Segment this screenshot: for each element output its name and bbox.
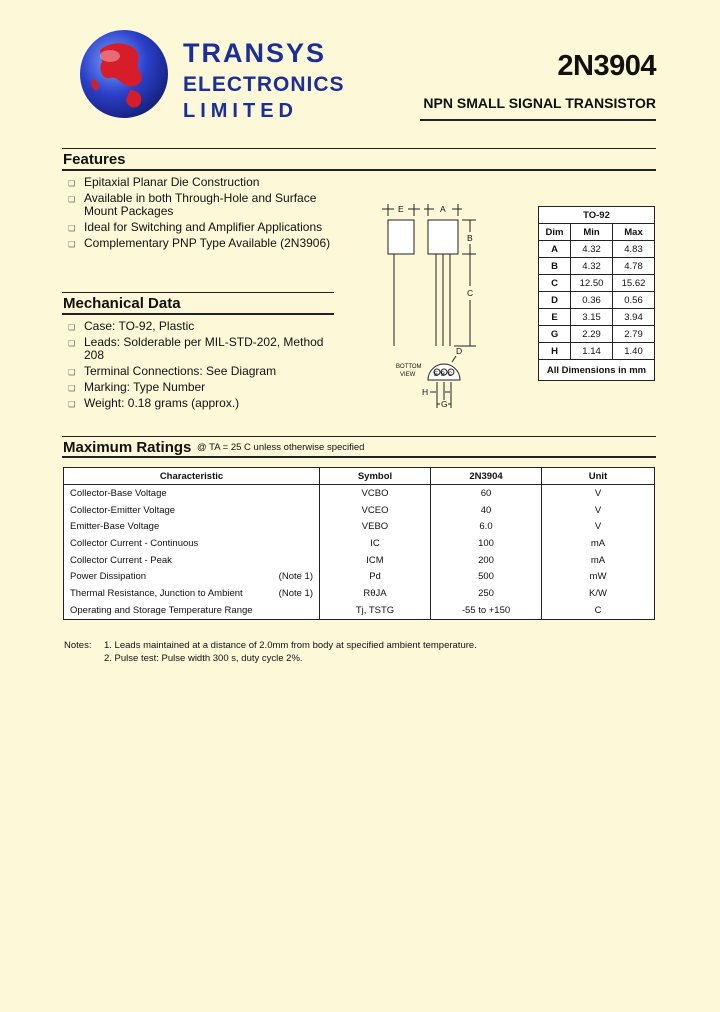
company-name-line-2: ELECTRONICS: [183, 73, 345, 96]
bullet-icon: ❑: [68, 339, 76, 348]
front-view-body: [428, 220, 458, 254]
part-number-title: 2N3904: [557, 50, 656, 82]
dim-label-h: H: [422, 387, 429, 397]
table-row: A 4.32 4.83: [539, 241, 655, 258]
dim-label-g: G: [441, 399, 448, 409]
table-row: G 2.29 2.79: [539, 326, 655, 343]
table-row: D 0.36 0.56: [539, 292, 655, 309]
table-row: C 12.50 15.62: [539, 275, 655, 292]
notes-label: Notes:: [64, 640, 92, 651]
dimensions-footer: All Dimensions in mm: [539, 360, 655, 381]
ratings-top-rule: [62, 436, 656, 437]
bullet-icon: ❑: [68, 195, 76, 204]
bottom-view-caption: BOTTOM: [396, 364, 422, 370]
ratings-bottom-rule: [62, 456, 656, 458]
list-item: ❑ Ideal for Switching and Amplifier Applications: [68, 220, 323, 234]
table-row: Thermal Resistance, Junction to Ambient (Note 1) RθJA 250 K/W: [64, 585, 655, 602]
ratings-table: [63, 467, 655, 620]
mechanical-list: [64, 320, 334, 413]
dimensions-package-title: TO-92: [539, 207, 655, 224]
company-name-line-3: LIMITED: [183, 100, 298, 122]
table-row: Collector-Base Voltage VCBO 60 V: [64, 485, 655, 502]
table-header: Max: [613, 224, 655, 241]
list-item: ❑ Leads: Solderable per MIL-STD-202, Method 208: [68, 335, 324, 362]
pin-label-e: E: [434, 372, 439, 378]
table-row: Collector-Emitter Voltage VCEO 40 V: [64, 502, 655, 519]
bottom-view-caption-2: VIEW: [400, 372, 416, 378]
table-header: Dim: [539, 224, 571, 241]
list-item: ❑ Weight: 0.18 grams (approx.): [68, 396, 240, 410]
table-header: Min: [571, 224, 613, 241]
list-item: ❑ Terminal Connections: See Diagram: [68, 364, 277, 378]
pin-label-c: C: [448, 372, 453, 378]
bullet-icon: ❑: [68, 224, 76, 233]
part-subtitle: NPN SMALL SIGNAL TRANSISTOR: [423, 95, 656, 111]
bullet-icon: ❑: [68, 400, 76, 409]
table-header: Characteristic: [64, 468, 320, 485]
list-item: ❑ Available in both Through-Hole and Surface Mount Packages: [68, 191, 317, 218]
side-view-body: [388, 220, 414, 254]
dim-label-d: D: [456, 346, 463, 356]
list-item: ❑ Case: TO-92, Plastic: [68, 319, 195, 333]
bullet-icon: ❑: [68, 323, 76, 332]
bullet-icon: ❑: [68, 384, 76, 393]
table-row: Collector Current - Continuous IC 100 mA: [64, 535, 655, 552]
ratings-heading: Maximum Ratings: [63, 439, 192, 456]
company-logo-globe: [78, 28, 170, 120]
table-header: Unit: [542, 468, 655, 485]
bullet-icon: ❑: [68, 179, 76, 188]
dim-label-a: A: [440, 204, 446, 214]
to92-package-diagram: [360, 196, 530, 412]
company-name-line-1: TRANSYS: [183, 38, 327, 68]
mechanical-heading: Mechanical Data: [63, 295, 181, 312]
mechanical-bottom-rule: [62, 313, 334, 315]
dim-label-b: B: [467, 233, 473, 243]
header-divider: [420, 119, 656, 121]
table-header: 2N3904: [431, 468, 542, 485]
features-heading: Features: [63, 151, 126, 168]
list-item: ❑ Complementary PNP Type Available (2N3906): [68, 236, 331, 250]
pin-label-b: B: [441, 372, 446, 378]
note-item: 2. Pulse test: Pulse width 300 s, duty cycle 2%.: [104, 653, 303, 664]
dimensions-table: [538, 206, 655, 381]
table-header: Symbol: [320, 468, 431, 485]
list-item: ❑ Epitaxial Planar Die Construction: [68, 175, 260, 189]
features-bottom-rule: [62, 169, 656, 171]
features-top-rule: [62, 148, 656, 149]
table-row: B 4.32 4.78: [539, 258, 655, 275]
bullet-icon: ❑: [68, 368, 76, 377]
dim-label-e: E: [398, 204, 404, 214]
notes-list: [104, 639, 644, 665]
table-row: H 1.14 1.40: [539, 343, 655, 360]
list-item: ❑ Marking: Type Number: [68, 380, 206, 394]
dim-label-c: C: [467, 288, 474, 298]
table-row: E 3.15 3.94: [539, 309, 655, 326]
ratings-condition: @ TA = 25 C unless otherwise specified: [197, 442, 365, 453]
mechanical-top-rule: [62, 292, 334, 293]
bullet-icon: ❑: [68, 240, 76, 249]
table-row: Collector Current - Peak ICM 200 mA: [64, 552, 655, 569]
features-list: [64, 176, 344, 253]
table-row: Emitter-Base Voltage VEBO 6.0 V: [64, 518, 655, 535]
table-row: Operating and Storage Temperature Range Tj, TSTG -55 to +150 C: [64, 602, 655, 619]
table-row: Power Dissipation (Note 1) Pd 500 mW: [64, 568, 655, 585]
note-item: 1. Leads maintained at a distance of 2.0mm from body at specified ambient temperature.: [104, 640, 477, 651]
